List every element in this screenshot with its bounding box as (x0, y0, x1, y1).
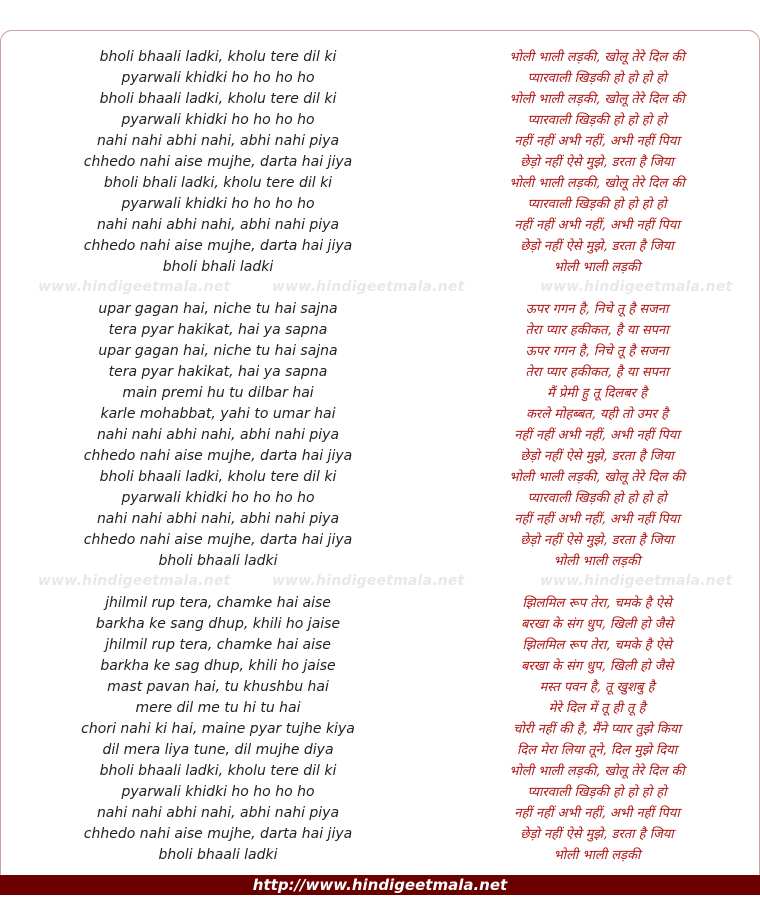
lyric-line-hindi: छेड़ो नहीं ऐसे मुझे, डरता है जिया (520, 827, 674, 842)
lyric-line-romanized: mere dil me tu hi tu hai (135, 700, 301, 716)
lyric-line-hindi: तेरा प्यार हकीकत, है या सपना (525, 323, 669, 338)
lyric-line-hindi: भोली भाली लड़की, खोलू तेरे दिल की (509, 470, 685, 485)
lyric-line-romanized: nahi nahi abhi nahi, abhi nahi piya (96, 133, 340, 149)
lyric-line-hindi: छेड़ो नहीं ऐसे मुझे, डरता है जिया (520, 533, 674, 548)
watermark-text: www.hindigeetmala.net (38, 279, 231, 295)
lyric-line-hindi: करले मोहब्बत, यही तो उमर है (525, 407, 669, 422)
lyric-line-romanized: pyarwali khidki ho ho ho ho (121, 490, 315, 506)
watermark-text: www.hindigeetmala.net (540, 279, 733, 295)
lyric-line-romanized: tera pyar hakikat, hai ya sapna (108, 364, 328, 380)
lyric-line-romanized: main premi hu tu dilbar hai (122, 385, 314, 401)
lyrics-hindi-column (412, 47, 760, 866)
lyrics-romanized-column (0, 47, 436, 866)
lyric-line-hindi: भोली भाली लड़की, खोलू तेरे दिल की (509, 176, 685, 191)
lyric-line-hindi: मेरे दिल में तू ही तू है (548, 701, 646, 716)
lyric-line-romanized: mast pavan hai, tu khushbu hai (107, 679, 329, 695)
lyric-line-romanized: chhedo nahi aise mujhe, darta hai jiya (83, 154, 353, 170)
lyric-line-hindi: चोरी नहीं की है, मैंने प्यार तुझे किया (513, 722, 681, 737)
lyric-line-romanized: bholi bhaali ladki (158, 847, 278, 863)
lyric-line-hindi: ऊपर गगन है, निचे तू है सजना (525, 302, 669, 317)
lyric-line-romanized: bholi bhaali ladki, kholu tere dil ki (99, 469, 337, 485)
lyric-line-hindi: भोली भाली लड़की (553, 554, 641, 569)
lyric-line-romanized: chhedo nahi aise mujhe, darta hai jiya (83, 448, 353, 464)
lyric-line-hindi: बरखा के संग धुप, खिली हो जैसे (520, 659, 674, 674)
lyric-line-romanized: bholi bhaali ladki, kholu tere dil ki (99, 763, 337, 779)
lyric-line-hindi: प्यारवाली खिड़की हो हो हो हो (527, 113, 667, 128)
lyric-line-romanized: barkha ke sang dhup, khili ho jaise (95, 616, 341, 632)
stanza-gap (412, 278, 760, 299)
lyric-line-romanized: pyarwali khidki ho ho ho ho (121, 70, 315, 86)
lyric-line-hindi: नहीं नहीं अभी नहीं, अभी नहीं पिया (514, 134, 680, 149)
lyric-line-hindi: नहीं नहीं अभी नहीं, अभी नहीं पिया (514, 512, 680, 527)
lyric-line-romanized: jhilmil rup tera, chamke hai aise (105, 595, 331, 611)
lyric-line-hindi: भोली भाली लड़की, खोलू तेरे दिल की (509, 764, 685, 779)
lyric-line-romanized: upar gagan hai, niche tu hai sajna (98, 301, 338, 317)
lyric-line-romanized: chhedo nahi aise mujhe, darta hai jiya (83, 532, 353, 548)
lyric-line-romanized: bholi bhali ladki, kholu tere dil ki (103, 175, 333, 191)
footer-link[interactable]: http://www.hindigeetmala.net (252, 876, 508, 894)
lyric-line-hindi: छेड़ो नहीं ऐसे मुझे, डरता है जिया (520, 155, 674, 170)
watermark-text: www.hindigeetmala.net (272, 573, 465, 589)
stanza-gap (412, 572, 760, 593)
lyric-line-hindi: प्यारवाली खिड़की हो हो हो हो (527, 71, 667, 86)
lyric-line-romanized: pyarwali khidki ho ho ho ho (121, 112, 315, 128)
lyric-line-romanized: chhedo nahi aise mujhe, darta hai jiya (83, 826, 353, 842)
lyric-line-romanized: chori nahi ki hai, maine pyar tujhe kiya (81, 721, 355, 737)
lyric-line-hindi: नहीं नहीं अभी नहीं, अभी नहीं पिया (514, 428, 680, 443)
lyric-line-romanized: karle mohabbat, yahi to umar hai (100, 406, 336, 422)
lyric-line-romanized: bholi bhaali ladki, kholu tere dil ki (99, 49, 337, 65)
lyric-line-romanized: bholi bhali ladki (162, 259, 274, 275)
lyric-line-hindi: नहीं नहीं अभी नहीं, अभी नहीं पिया (514, 218, 680, 233)
lyric-line-romanized: tera pyar hakikat, hai ya sapna (108, 322, 328, 338)
watermark-text: www.hindigeetmala.net (38, 573, 231, 589)
lyric-line-hindi: बरखा के संग धुप, खिली हो जैसे (520, 617, 674, 632)
lyric-line-hindi: भोली भाली लड़की, खोलू तेरे दिल की (509, 50, 685, 65)
lyric-line-hindi: मस्त पवन है, तू खुशबु है (539, 680, 655, 695)
lyric-line-romanized: nahi nahi abhi nahi, abhi nahi piya (96, 805, 340, 821)
lyric-line-hindi: प्यारवाली खिड़की हो हो हो हो (527, 491, 667, 506)
lyric-line-romanized: pyarwali khidki ho ho ho ho (121, 196, 315, 212)
lyric-line-hindi: प्यारवाली खिड़की हो हो हो हो (527, 197, 667, 212)
stanza-gap (0, 278, 436, 299)
lyric-line-romanized: nahi nahi abhi nahi, abhi nahi piya (96, 427, 340, 443)
lyric-line-romanized: bholi bhaali ladki, kholu tere dil ki (99, 91, 337, 107)
lyric-line-hindi: मैं प्रेमी हु तू दिलबर है (546, 386, 647, 401)
lyric-line-romanized: pyarwali khidki ho ho ho ho (121, 784, 315, 800)
lyric-line-romanized: bholi bhaali ladki (158, 553, 278, 569)
lyric-line-romanized: jhilmil rup tera, chamke hai aise (105, 637, 331, 653)
lyric-line-hindi: भोली भाली लड़की (553, 260, 641, 275)
lyric-line-romanized: barkha ke sag dhup, khili ho jaise (100, 658, 336, 674)
lyric-line-hindi: छेड़ो नहीं ऐसे मुझे, डरता है जिया (520, 239, 674, 254)
lyric-line-romanized: upar gagan hai, niche tu hai sajna (98, 343, 338, 359)
stanza-gap (0, 572, 436, 593)
lyric-line-hindi: प्यारवाली खिड़की हो हो हो हो (527, 785, 667, 800)
lyric-line-hindi: दिल मेरा लिया तूने, दिल मुझे दिया (516, 743, 678, 758)
lyric-line-hindi: झिलमिल रूप तेरा, चमके है ऐसे (522, 596, 672, 611)
lyric-line-hindi: भोली भाली लड़की (553, 848, 641, 863)
lyric-line-hindi: नहीं नहीं अभी नहीं, अभी नहीं पिया (514, 806, 680, 821)
watermark-text: www.hindigeetmala.net (540, 573, 733, 589)
watermark-text: www.hindigeetmala.net (272, 279, 465, 295)
lyric-line-romanized: chhedo nahi aise mujhe, darta hai jiya (83, 238, 353, 254)
footer-bar (0, 875, 760, 895)
lyric-line-hindi: भोली भाली लड़की, खोलू तेरे दिल की (509, 92, 685, 107)
lyric-line-hindi: तेरा प्यार हकीकत, है या सपना (525, 365, 669, 380)
lyric-line-romanized: nahi nahi abhi nahi, abhi nahi piya (96, 217, 340, 233)
lyric-line-hindi: छेड़ो नहीं ऐसे मुझे, डरता है जिया (520, 449, 674, 464)
lyric-line-hindi: झिलमिल रूप तेरा, चमके है ऐसे (522, 638, 672, 653)
lyric-line-romanized: dil mera liya tune, dil mujhe diya (102, 742, 334, 758)
lyric-line-romanized: nahi nahi abhi nahi, abhi nahi piya (96, 511, 340, 527)
lyric-line-hindi: ऊपर गगन है, निचे तू है सजना (525, 344, 669, 359)
